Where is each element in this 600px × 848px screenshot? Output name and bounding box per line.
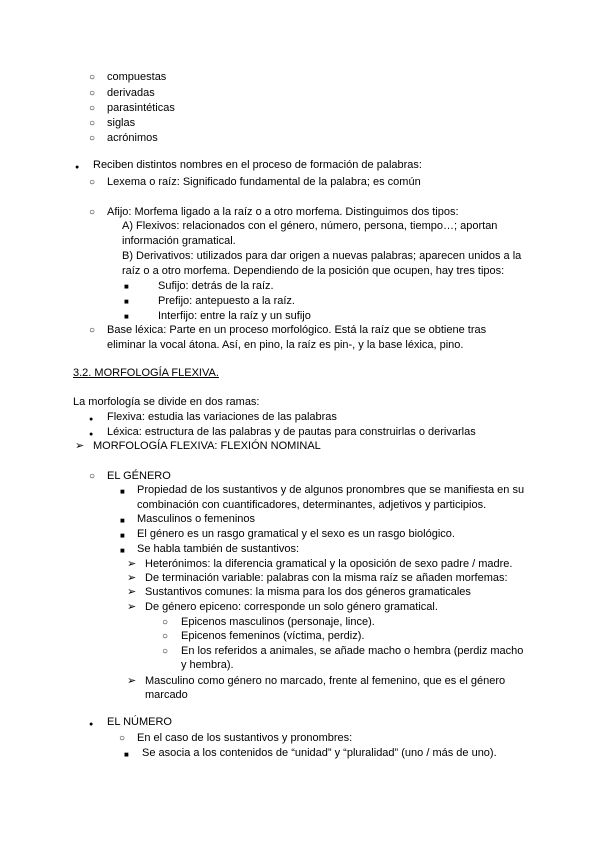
bullet-dot-icon bbox=[89, 411, 93, 427]
terminacion-text: De terminación variable: palabras con la misma raíz se añaden morfemas: bbox=[145, 572, 508, 584]
epiceno-animales-line-1: En los referidos a animales, se añade macho o hembra (perdiz macho bbox=[181, 645, 524, 657]
base-lexica-line-1: Base léxica: Parte en un proceso morfológico. Está la raíz que se obtiene tras bbox=[107, 324, 487, 336]
bullet-circle-icon bbox=[162, 615, 168, 630]
rama-flexiva: Flexiva: estudia las variaciones de las palabras bbox=[107, 411, 337, 423]
genero-habla: Se habla también de sustantivos: bbox=[137, 543, 300, 555]
bullet-circle-icon bbox=[89, 175, 95, 190]
derivativos-line-1: B) Derivativos: utilizados para dar origen a nuevas palabras; aparecen unidos a la bbox=[122, 250, 522, 262]
bullet-circle-icon bbox=[89, 70, 95, 85]
bullet-square-icon bbox=[124, 747, 129, 762]
no-marcado-line-2: marcado bbox=[145, 689, 188, 701]
arrow-bullet-icon bbox=[127, 557, 136, 571]
bullet-square-icon bbox=[124, 309, 129, 324]
arrow-bullet-icon bbox=[127, 571, 136, 585]
bullet-square-icon bbox=[124, 279, 129, 294]
nominal-title: MORFOLOGÍA FLEXIVA: FLEXIÓN NOMINAL bbox=[93, 440, 321, 452]
bullet-circle-icon bbox=[89, 86, 95, 101]
interfijo-text: Interfijo: entre la raíz y un sufijo bbox=[158, 310, 311, 322]
numero-caso: En el caso de los sustantivos y pronombres: bbox=[137, 732, 353, 744]
genero-rasgo: El género es un rasgo gramatical y el sexo es un rasgo biológico. bbox=[137, 528, 455, 540]
bullet-circle-icon bbox=[89, 323, 95, 338]
bullet-circle-icon bbox=[89, 205, 95, 220]
bullet-square-icon bbox=[120, 528, 125, 543]
bullet-dot-icon bbox=[75, 159, 79, 175]
list-item: compuestas bbox=[107, 71, 167, 83]
no-marcado-line-1: Masculino como género no marcado, frente al femenino, que es el género bbox=[145, 675, 506, 687]
bullet-circle-icon bbox=[162, 644, 168, 659]
bullet-circle-icon bbox=[119, 731, 125, 746]
bullet-square-icon bbox=[120, 543, 125, 558]
base-lexica-line-2: eliminar la vocal átona. Así, en pino, la raíz es pin-, y la base léxica, pino. bbox=[107, 339, 464, 351]
bullet-dot-icon bbox=[89, 716, 93, 732]
comunes-text: Sustantivos comunes: la misma para los dos géneros gramaticales bbox=[145, 586, 471, 598]
lexema-text: Lexema o raíz: Significado fundamental de la palabra; es común bbox=[107, 176, 421, 188]
genero-masc: Masculinos o femeninos bbox=[137, 513, 256, 525]
rama-lexica: Léxica: estructura de las palabras y de pautas para construirlas o derivarlas bbox=[107, 426, 476, 438]
epiceno-text: De género epiceno: corresponde un solo género gramatical. bbox=[145, 601, 438, 613]
list-item: parasintéticas bbox=[107, 102, 175, 114]
bullet-circle-icon bbox=[89, 101, 95, 116]
genero-prop-line-1: Propiedad de los sustantivos y de algunos pronombres que se manifiesta en su bbox=[137, 484, 525, 496]
flexivos-line-2: información gramatical. bbox=[122, 235, 236, 247]
bullet-circle-icon bbox=[89, 469, 95, 484]
bullet-square-icon bbox=[120, 484, 125, 499]
formation-intro: Reciben distintos nombres en el proceso de formación de palabras: bbox=[93, 159, 422, 171]
arrow-bullet-icon bbox=[75, 439, 84, 453]
bullet-circle-icon bbox=[89, 131, 95, 146]
heteronimos-text: Heterónimos: la diferencia gramatical y la oposición de sexo padre / madre. bbox=[145, 558, 513, 570]
genero-title: EL GÉNERO bbox=[107, 470, 171, 482]
list-item: derivadas bbox=[107, 87, 155, 99]
genero-prop-line-2: combinación con cuantificadores, determinantes, adjetivos y participios. bbox=[137, 499, 487, 511]
arrow-bullet-icon bbox=[127, 585, 136, 599]
list-item: siglas bbox=[107, 117, 136, 129]
numero-asocia: Se asocia a los contenidos de “unidad” y “pluralidad” (uno / más de uno). bbox=[142, 747, 497, 759]
epiceno-masc: Epicenos masculinos (personaje, lince). bbox=[181, 616, 375, 628]
epiceno-fem: Epicenos femeninos (víctima, perdiz). bbox=[181, 630, 365, 642]
ramas-intro: La morfología se divide en dos ramas: bbox=[73, 396, 260, 408]
prefijo-text: Prefijo: antepuesto a la raíz. bbox=[158, 295, 295, 307]
section-title: 3.2. MORFOLOGÍA FLEXIVA. bbox=[73, 367, 219, 379]
list-item: acrónimos bbox=[107, 132, 158, 144]
derivativos-line-2: raíz o a otro morfema. Dependiendo de la posición que ocupen, hay tres tipos: bbox=[122, 265, 505, 277]
sufijo-text: Sufijo: detrás de la raíz. bbox=[158, 280, 274, 292]
flexivos-line-1: A) Flexivos: relacionados con el género, número, persona, tiempo…; aportan bbox=[122, 220, 498, 232]
bullet-square-icon bbox=[124, 294, 129, 309]
arrow-bullet-icon bbox=[127, 600, 136, 614]
epiceno-animales-line-2: y hembra). bbox=[181, 659, 234, 671]
numero-title: EL NÚMERO bbox=[107, 716, 172, 728]
afijo-text: Afijo: Morfema ligado a la raíz o a otro morfema. Distinguimos dos tipos: bbox=[107, 206, 459, 218]
bullet-circle-icon bbox=[89, 116, 95, 131]
bullet-circle-icon bbox=[162, 629, 168, 644]
bullet-square-icon bbox=[120, 513, 125, 528]
arrow-bullet-icon bbox=[127, 674, 136, 688]
